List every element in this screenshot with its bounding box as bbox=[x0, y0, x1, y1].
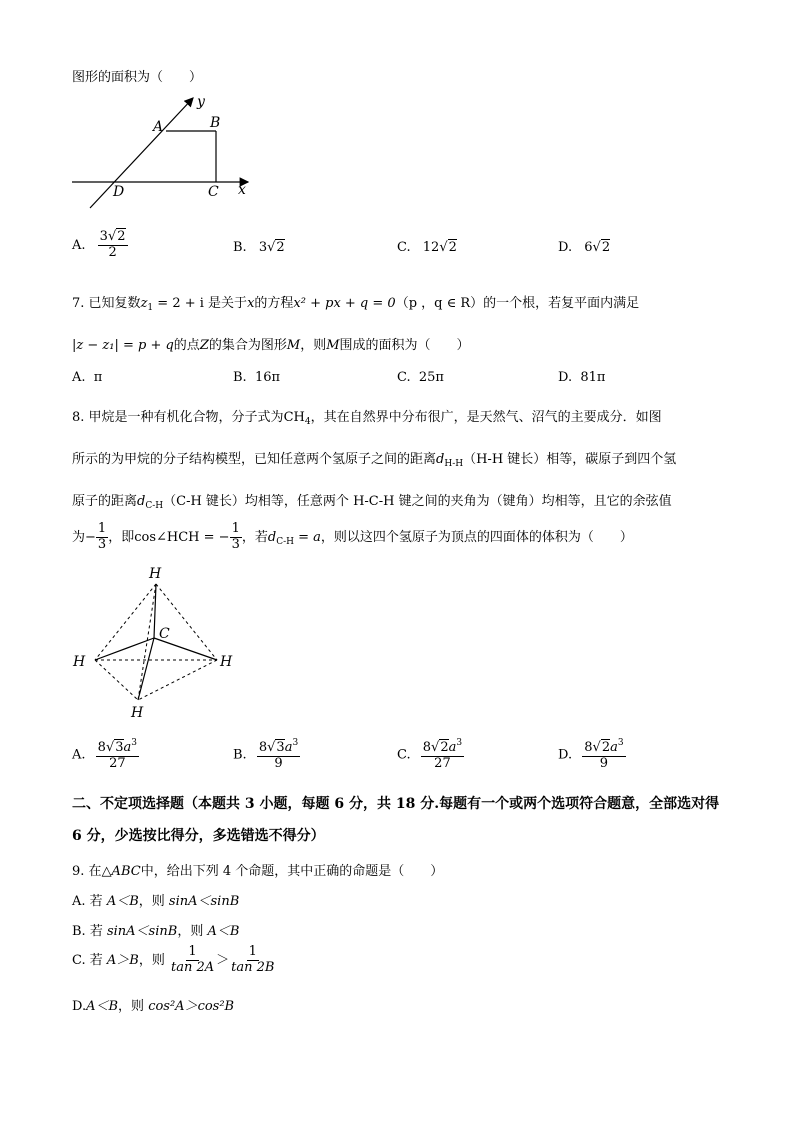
coef: 8 bbox=[258, 740, 268, 755]
var-a: a bbox=[123, 740, 132, 755]
denominator: tan 2A bbox=[171, 959, 215, 975]
text: 为 bbox=[72, 529, 86, 545]
denominator: 27 bbox=[434, 755, 451, 771]
q6-option-c[interactable]: C. 12√2 bbox=[397, 240, 457, 255]
text: 已知复数 bbox=[88, 296, 141, 311]
label-h-left: H bbox=[73, 654, 86, 670]
q8-option-a[interactable]: A. $\frac{8√3a^3}{27}$ bbox=[72, 738, 138, 771]
condition: （p ，q ∈ R） bbox=[395, 296, 484, 311]
text: （C-H 键长）均相等，任意两个 H-C-H 键之间的夹角为（键角）均相等，且它的余弦值 bbox=[163, 494, 672, 509]
denominator: 9 bbox=[599, 755, 609, 771]
neg-sign: − bbox=[85, 529, 96, 545]
q8-option-c[interactable]: C. $\frac{8√2a^3}{27}$ bbox=[397, 738, 463, 771]
option-letter: C. bbox=[397, 240, 411, 255]
option-value: 16π bbox=[254, 370, 281, 385]
text: 在 bbox=[88, 864, 102, 879]
denominator: 27 bbox=[109, 755, 126, 771]
text: 若 bbox=[89, 952, 107, 968]
condition: A＞B bbox=[106, 952, 139, 968]
q6-option-d[interactable]: D. 6√2 bbox=[558, 240, 611, 255]
option-value: 81π bbox=[580, 370, 606, 385]
option-letter: A. bbox=[72, 237, 86, 253]
text: 中，给出下列 4 个命题，其中正确的命题是（ ） bbox=[140, 864, 444, 879]
radicand: 2 bbox=[117, 229, 126, 244]
equation: x² + px + q = 0 bbox=[293, 296, 396, 311]
coef: 8 bbox=[97, 740, 106, 755]
option-letter: D. bbox=[72, 999, 87, 1014]
option-letter: A. bbox=[72, 370, 86, 385]
q8-line4 bbox=[72, 522, 633, 553]
conclusion: A＜B bbox=[207, 924, 240, 939]
label-d: D bbox=[113, 184, 125, 200]
coef: 8 bbox=[584, 740, 593, 755]
edge-right-bottom bbox=[138, 660, 217, 700]
q8-line3 bbox=[72, 490, 672, 511]
triangle: △ABC bbox=[101, 864, 141, 879]
text: ，则 bbox=[138, 894, 169, 909]
cos-expression: cos∠HCH = bbox=[134, 529, 219, 545]
q6-figure bbox=[60, 90, 260, 215]
coef: 3 bbox=[258, 240, 268, 255]
text: ，则 bbox=[138, 952, 169, 968]
condition: A＜B bbox=[86, 999, 119, 1014]
q6-option-b[interactable]: B. 3√2 bbox=[233, 240, 285, 255]
var-m: M bbox=[326, 338, 340, 353]
q6-option-a[interactable]: A. $\frac{3√2}{2}$ bbox=[72, 229, 126, 260]
radicand: 2 bbox=[440, 740, 449, 755]
text: （H-H 键长）相等，碳原子到四个氢 bbox=[463, 452, 677, 467]
formula: CH bbox=[283, 410, 305, 425]
denominator: 3 bbox=[97, 536, 107, 552]
q7-line2 bbox=[72, 334, 470, 353]
var-a: a bbox=[610, 740, 618, 755]
label-h-bottom: H bbox=[131, 705, 144, 721]
q7-option-c[interactable] bbox=[397, 370, 444, 385]
label-h-top: H bbox=[149, 566, 162, 582]
exponent: 3 bbox=[292, 738, 299, 748]
edge-top-right bbox=[156, 584, 217, 660]
text: ，其在自然界中分布很广，是天然气、沼气的主要成分．如图 bbox=[310, 410, 662, 425]
subscript: 4 bbox=[304, 417, 311, 427]
value: = 2 + i bbox=[153, 296, 209, 311]
option-letter: C. bbox=[397, 747, 411, 763]
var-m: M bbox=[286, 338, 301, 353]
option-letter: C. bbox=[72, 952, 86, 968]
label-y: y bbox=[197, 94, 205, 110]
text: 若 bbox=[89, 924, 107, 939]
q8-option-d[interactable]: D. $\frac{8√2a^3}{9}$ bbox=[558, 738, 624, 771]
numerator: 1 bbox=[248, 944, 257, 959]
option-letter: B. bbox=[72, 924, 86, 939]
coef: 6 bbox=[584, 240, 593, 255]
var-z: Z bbox=[199, 338, 209, 353]
text: ，则 bbox=[177, 924, 208, 939]
question-number: 8. bbox=[72, 410, 85, 425]
equals-a: = a bbox=[293, 529, 321, 545]
label-b: B bbox=[210, 115, 221, 131]
text: 的集合为图形 bbox=[208, 338, 287, 353]
text: 若 bbox=[89, 894, 107, 909]
radicand: 3 bbox=[276, 740, 285, 755]
subscript: H-H bbox=[444, 459, 464, 469]
text: ，若 bbox=[241, 529, 268, 545]
text: 的点 bbox=[173, 338, 200, 353]
option-letter: D. bbox=[558, 747, 573, 763]
var-d: d bbox=[267, 529, 277, 545]
text: ，则以这四个氢原子为顶点的四面体的体积为（ ） bbox=[320, 529, 633, 545]
text: 的方程 bbox=[254, 296, 294, 311]
question-number: 9. bbox=[72, 864, 85, 879]
q9-option-a[interactable] bbox=[72, 890, 239, 909]
radicand: 2 bbox=[601, 740, 611, 755]
q7-option-b[interactable] bbox=[233, 370, 280, 385]
text: 原子的距离 bbox=[72, 494, 138, 509]
q9-stem bbox=[72, 860, 443, 879]
subscript: C-H bbox=[276, 536, 294, 547]
exponent: 3 bbox=[131, 738, 138, 748]
text: 所示的为甲烷的分子结构模型，已知任意两个氢原子之间的距离 bbox=[72, 452, 437, 467]
text: ，即 bbox=[108, 529, 135, 545]
text: 的一个根，若复平面内满足 bbox=[483, 296, 640, 311]
label-h-right: H bbox=[220, 654, 233, 670]
radicand: 2 bbox=[601, 240, 611, 255]
option-letter: C. bbox=[397, 370, 411, 385]
q8-line1 bbox=[72, 406, 662, 427]
subscript: 1 bbox=[147, 303, 154, 313]
var-a: a bbox=[448, 740, 457, 755]
option-value: π bbox=[93, 370, 103, 385]
q7-option-d[interactable] bbox=[558, 370, 605, 385]
coef: 3 bbox=[99, 229, 108, 244]
var-a: a bbox=[284, 740, 293, 755]
q7-option-a[interactable] bbox=[72, 370, 102, 385]
exponent: 3 bbox=[617, 738, 624, 748]
text: 围成的面积为（ ） bbox=[339, 338, 470, 353]
y-axis bbox=[90, 98, 193, 208]
var-d: d bbox=[137, 494, 146, 509]
numerator: 1 bbox=[188, 944, 197, 959]
radicand: 3 bbox=[115, 740, 124, 755]
conclusion: sinA＜sinB bbox=[168, 894, 240, 909]
option-value: 25π bbox=[418, 370, 444, 385]
q6-stem-tail: 图形的面积为（ ） bbox=[72, 70, 203, 85]
var-x: x bbox=[247, 296, 255, 311]
q9-option-b[interactable] bbox=[72, 920, 239, 939]
radicand: 2 bbox=[276, 240, 285, 255]
q7-line1 bbox=[72, 292, 639, 313]
exponent: 3 bbox=[456, 738, 463, 748]
option-letter: D. bbox=[558, 240, 573, 255]
label-c: C bbox=[159, 626, 170, 642]
option-letter: B. bbox=[233, 370, 247, 385]
coef: 8 bbox=[422, 740, 432, 755]
radicand: 2 bbox=[448, 240, 457, 255]
q9-option-c[interactable] bbox=[72, 945, 276, 976]
methane-figure bbox=[65, 560, 250, 725]
section-heading: 二、不定项选择题（本题共 3 小题，每题 6 分，共 18 分.每题有一个或两个选项符合题意，全部选对得 6 分，少选按比得分，多选错选不得分） bbox=[72, 796, 720, 844]
edge-left-bottom bbox=[95, 660, 138, 700]
neg-sign: − bbox=[218, 529, 230, 545]
label-c: C bbox=[208, 184, 219, 200]
option-letter: B. bbox=[233, 747, 247, 763]
text: ，则 bbox=[300, 338, 327, 353]
conclusion: cos²A＞cos²B bbox=[148, 999, 235, 1014]
label-x: x bbox=[238, 182, 246, 198]
abs-expression: |z − z₁| = p + q bbox=[72, 338, 174, 353]
option-letter: D. bbox=[558, 370, 573, 385]
bond-c-bottom bbox=[138, 638, 154, 700]
text: 是关于 bbox=[208, 296, 248, 311]
option-letter: A. bbox=[72, 894, 86, 909]
numerator: 1 bbox=[97, 521, 107, 536]
text: 甲烷是一种有机化合物，分子式为 bbox=[88, 410, 284, 425]
operator: ＞ bbox=[216, 952, 230, 968]
denominator: 2 bbox=[108, 244, 117, 260]
condition: sinA＜sinB bbox=[106, 924, 178, 939]
var-d: d bbox=[436, 452, 445, 467]
q9-option-d[interactable] bbox=[72, 995, 234, 1014]
denominator: 3 bbox=[231, 536, 240, 552]
question-number: 7. bbox=[72, 296, 85, 311]
text: ，则 bbox=[118, 999, 149, 1014]
numerator: 1 bbox=[231, 521, 240, 536]
denominator: tan 2B bbox=[231, 959, 275, 975]
coef: 12 bbox=[422, 240, 440, 255]
q8-line2 bbox=[72, 448, 676, 469]
option-letter: A. bbox=[72, 747, 86, 763]
label-a: A bbox=[153, 119, 164, 135]
condition: A＜B bbox=[106, 894, 139, 909]
denominator: 9 bbox=[274, 755, 283, 771]
var-z1: z bbox=[140, 296, 148, 311]
subscript: C-H bbox=[145, 501, 164, 511]
option-letter: B. bbox=[233, 240, 247, 255]
q8-option-b[interactable]: B. $\frac{8√3a^3}{9}$ bbox=[233, 738, 299, 771]
